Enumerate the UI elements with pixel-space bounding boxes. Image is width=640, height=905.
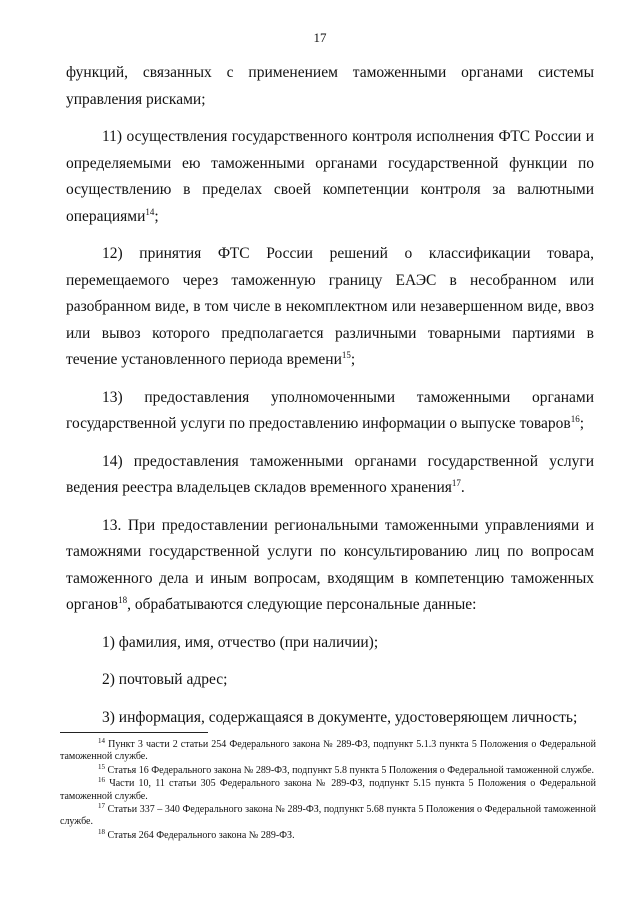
- paragraph-section-13: [66, 513, 594, 619]
- list-item-3: [66, 705, 594, 732]
- paragraph-text: 14) предоставления таможенными органами государственной услуги ведения реестра владельцев складов временного хранения: [66, 452, 594, 496]
- footnote-ref[interactable]: 16: [570, 414, 580, 424]
- page-number: 17: [313, 30, 327, 45]
- paragraph-text: функций, связанных с применением таможенными органами системы управления рисками;: [66, 64, 594, 108]
- paragraph-tail: ;: [154, 207, 159, 225]
- list-item-2: [66, 667, 594, 694]
- paragraph-text: 13. При предоставлении региональными таможенными управлениями и таможнями государственной услуги по консультированию лиц по вопросам таможенного дела и иным вопросам, входящим в компетенцию таможенных органов: [66, 516, 594, 613]
- list-item-1: [66, 630, 594, 657]
- footnote-18: [60, 827, 596, 842]
- footnote-text: Статьи 337 – 340 Федерального закона № 289-ФЗ, подпункт 5.68 пункта 5 Положения о Федеральной таможенной службе.: [60, 804, 596, 828]
- paragraph-text: 1) фамилия, имя, отчество (при наличии);: [102, 633, 379, 651]
- paragraph-tail: ;: [579, 415, 585, 432]
- paragraph-item-12: [66, 241, 594, 374]
- footnote-14: [60, 739, 596, 764]
- footnote-ref[interactable]: 15: [341, 350, 351, 360]
- paragraph-text: 2) почтовый адрес;: [102, 671, 228, 688]
- footnote-15: [60, 762, 596, 777]
- footnote-17: [60, 804, 596, 829]
- paragraph-text: 3) информация, содержащаяся в документе, удостоверяющем личность;: [102, 708, 578, 726]
- paragraph-continuation: [66, 60, 594, 113]
- paragraph-text: 12) принятия ФТС России решений о классификации товара, перемещаемого через таможенную границу ЕАЭС в несобранном или разобранном виде, в том числе в некомплектном или незавершенном виде, ввоз или вывоз которого предполагается различными товарными партиями в течение установленного периода времени: [66, 245, 594, 368]
- footnote-ref[interactable]: 14: [145, 206, 155, 217]
- footnote-16: [60, 778, 596, 803]
- footnote-separator: [60, 732, 208, 733]
- document-body: [66, 62, 594, 742]
- footnote-ref[interactable]: 18: [118, 595, 128, 605]
- footnote-number: 14: [98, 737, 105, 745]
- footnote-number: 15: [98, 762, 105, 771]
- footnote-number: 18: [98, 827, 105, 836]
- footnote-number: 16: [98, 776, 105, 785]
- paragraph-text: 11) осуществления государственного контроля исполнения ФТС России и определяемыми ею таможенными органами государственной функции по осуществлению в пределах своей компетенции контроля за валютными операциями: [66, 128, 594, 225]
- paragraph-item-13: [66, 385, 594, 438]
- footnote-text: Статья 264 Федерального закона № 289-ФЗ.: [105, 829, 295, 841]
- paragraph-tail: .: [460, 479, 465, 496]
- footnote-number: 17: [98, 802, 105, 811]
- footnote-text: Статья 16 Федерального закона № 289-ФЗ, подпункт 5.8 пункта 5 Положения о Федеральной таможенной службе.: [105, 764, 594, 776]
- paragraph-text: 13) предоставления уполномоченными таможенными органами государственной услуги по предоставлению информации о выпуске товаров: [66, 388, 594, 432]
- paragraph-item-11: [66, 124, 594, 230]
- paragraph-tail: ;: [350, 351, 356, 368]
- footnotes-section: [60, 732, 596, 843]
- footnote-ref[interactable]: 17: [451, 478, 461, 488]
- paragraph-item-14: [66, 449, 594, 502]
- paragraph-tail: , обрабатываются следующие персональные данные:: [127, 596, 477, 613]
- footnote-text: Пункт 3 части 2 статьи 254 Федерального закона № 289-ФЗ, подпункт 5.1.3 пункта 5 Положения о Федеральной таможенной службе.: [60, 739, 596, 763]
- footnote-text: Части 10, 11 статьи 305 Федерального закона № 289-ФЗ, подпункт 5.15 пункта 5 Положения о Федеральной таможенной службе.: [60, 778, 596, 802]
